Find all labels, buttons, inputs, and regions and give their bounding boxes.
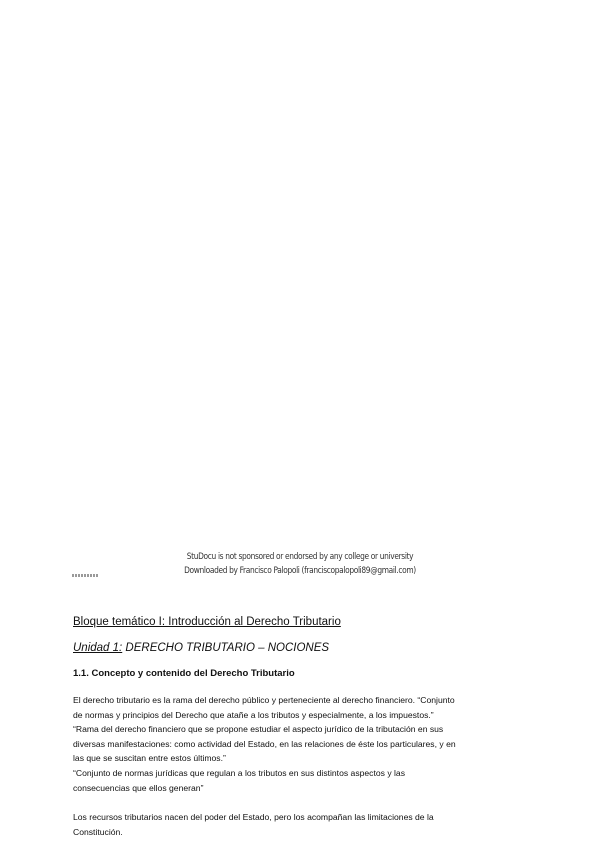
paragraph-definitions <box>73 693 533 795</box>
block-title: Bloque temático I: Introducción al Derecho Tributario <box>73 616 341 628</box>
paragraph-line: de normas y principios del Derecho que atañe a los tributos y especialmente, a los impuestos.” <box>73 709 434 720</box>
paragraph-line: “Rama del derecho financiero que se propone estudiar el aspecto jurídico de la tributación en sus <box>73 724 444 735</box>
paragraph-line: las que se suscitan entre estos últimos.” <box>73 753 226 764</box>
paragraph-resources <box>73 810 533 839</box>
unit-title <box>73 640 533 656</box>
paragraph-line: diversas manifestaciones: como actividad del Estado, en las relaciones de éste los particulares, y en <box>73 738 456 749</box>
unit-label: Unidad 1: <box>73 642 123 654</box>
paragraph-line: consecuencias que ellos generan” <box>73 782 204 793</box>
disclaimer-text: StuDocu is not sponsored or endorsed by any college or university <box>186 552 414 562</box>
section-title: 1.1. Concepto y contenido del Derecho Tributario <box>73 668 295 679</box>
paragraph-line: “Conjunto de normas jurídicas que regulan a los tributos en sus distintos aspectos y las <box>73 767 405 778</box>
paragraph-line: Constitución. <box>73 826 123 837</box>
download-attribution-text: Downloaded by Francisco Palopoli (franciscopalopoli89@gmail.com) <box>184 566 416 576</box>
document-content <box>73 614 533 839</box>
unit-text: DERECHO TRIBUTARIO – NOCIONES <box>122 642 330 654</box>
paragraph-line: Los recursos tributarios nacen del poder del Estado, pero los acompañan las limitaciones de la <box>73 812 434 823</box>
tiny-page-marker <box>72 574 98 577</box>
paragraph-line: El derecho tributario es la rama del derecho público y perteneciente al derecho financiero. “Conjunto <box>73 695 455 705</box>
